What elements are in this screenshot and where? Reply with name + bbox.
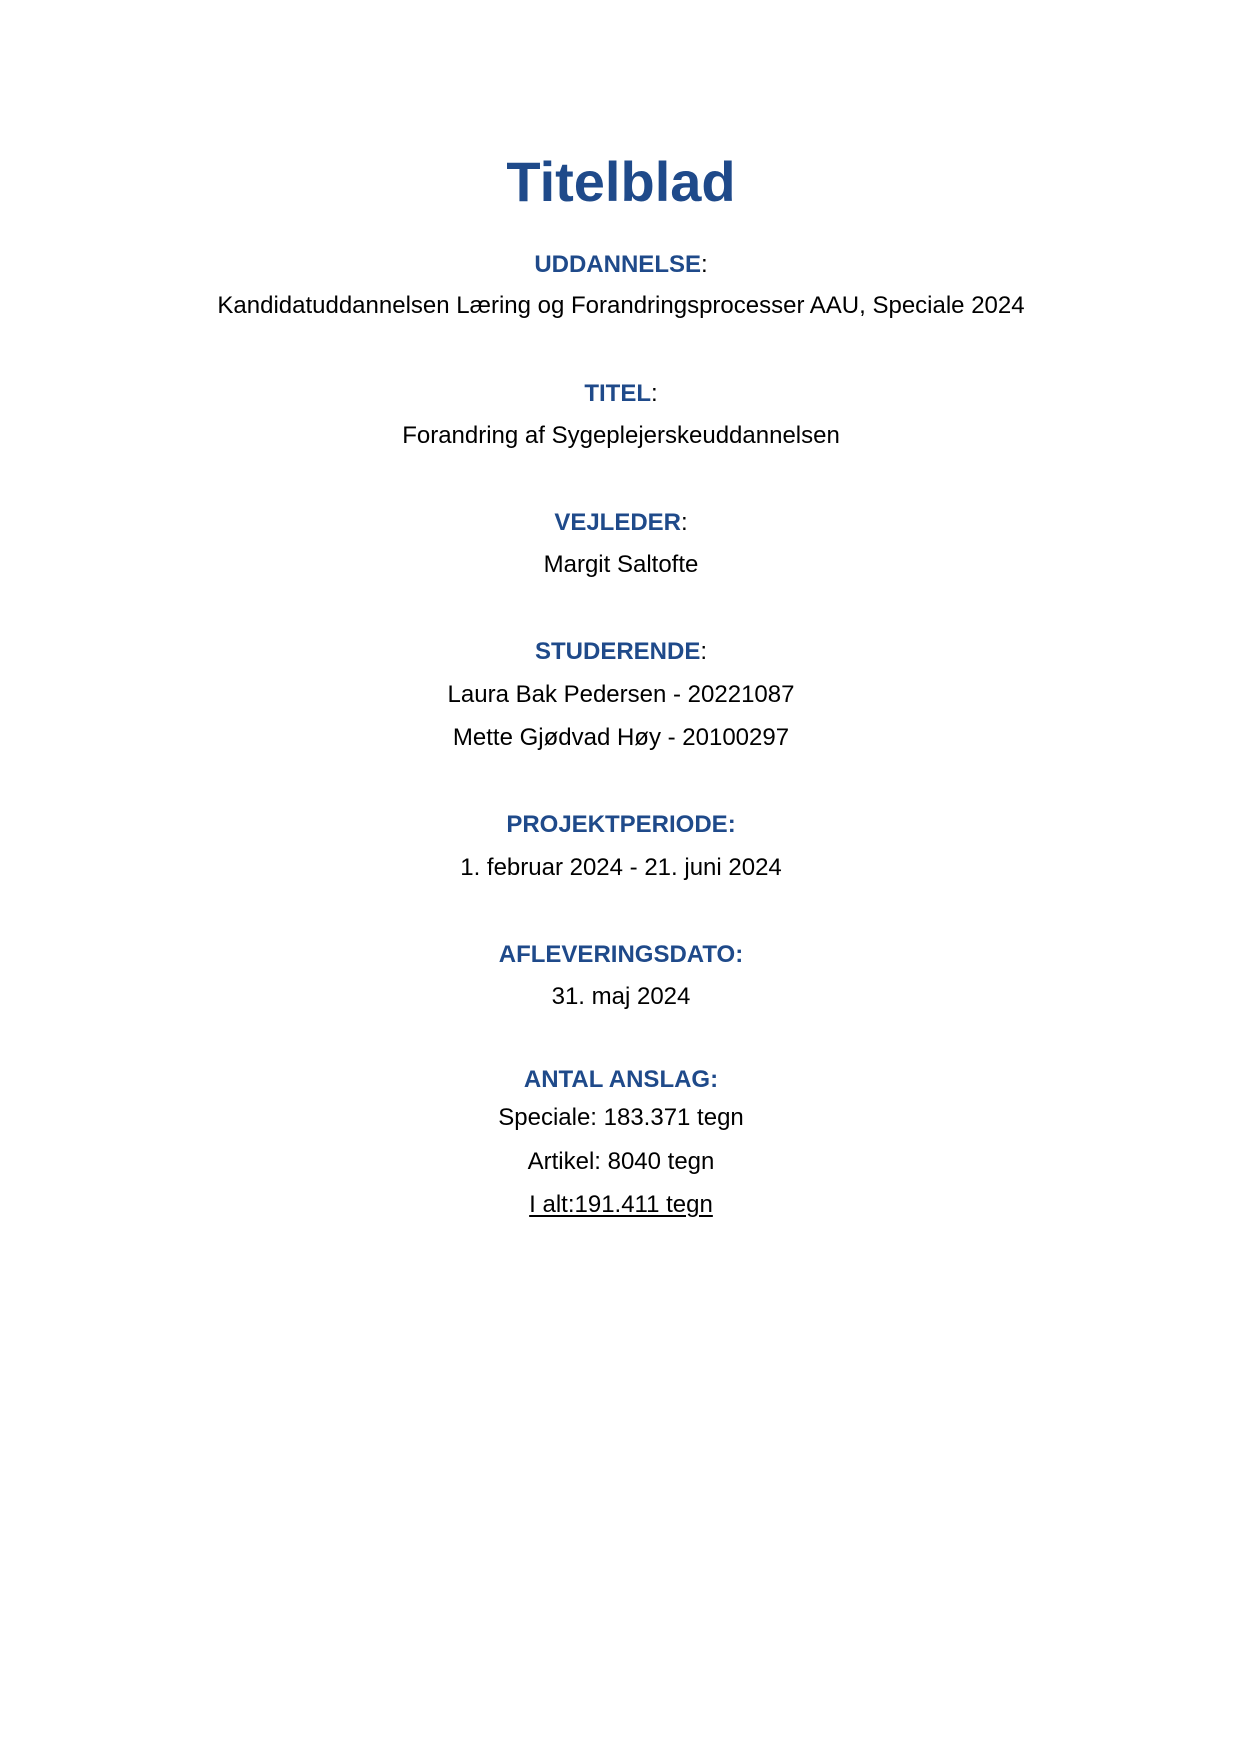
education-value: Kandidatuddannelsen Læring og Forandringsprocesser AAU, Speciale 2024 [217, 292, 1025, 319]
page-title: Titelblad [506, 150, 736, 213]
section-label-afleveringsdato: AFLEVERINGSDATO: [498, 941, 744, 968]
section-label-studerende [0, 637, 1242, 667]
section-label-vejleder [0, 508, 1242, 538]
label-text: STUDERENDE [534, 638, 701, 665]
supervisor-value: Margit Saltofte [543, 551, 699, 578]
character-count-thesis: Speciale: 183.371 tegn [498, 1104, 744, 1131]
character-count-total [0, 1190, 1242, 1220]
section-label-antal-anslag: ANTAL ANSLAG: [523, 1066, 719, 1093]
label-colon: : [650, 380, 658, 407]
section-label-uddannelse [0, 250, 1242, 280]
label-colon: : [700, 638, 708, 665]
submission-date-value: 31. maj 2024 [551, 983, 691, 1010]
label-colon: : [701, 251, 708, 278]
label-text: UDDANNELSE [534, 251, 701, 278]
student-entry: Laura Bak Pedersen - 20221087 [447, 681, 795, 708]
thesis-title-value: Forandring af Sygeplejerskeuddannelsen [402, 422, 840, 449]
total-count-text: I alt:191.411 tegn [529, 1191, 713, 1218]
section-label-projektperiode: PROJEKTPERIODE: [506, 811, 736, 838]
character-count-article: Artikel: 8040 tegn [527, 1148, 715, 1175]
project-period-value: 1. februar 2024 - 21. juni 2024 [460, 854, 782, 881]
section-label-titel [0, 379, 1242, 409]
label-colon: : [681, 509, 688, 536]
student-entry: Mette Gjødvad Høy - 20100297 [452, 724, 790, 751]
label-text: VEJLEDER [554, 509, 682, 536]
label-text: TITEL [584, 380, 651, 407]
